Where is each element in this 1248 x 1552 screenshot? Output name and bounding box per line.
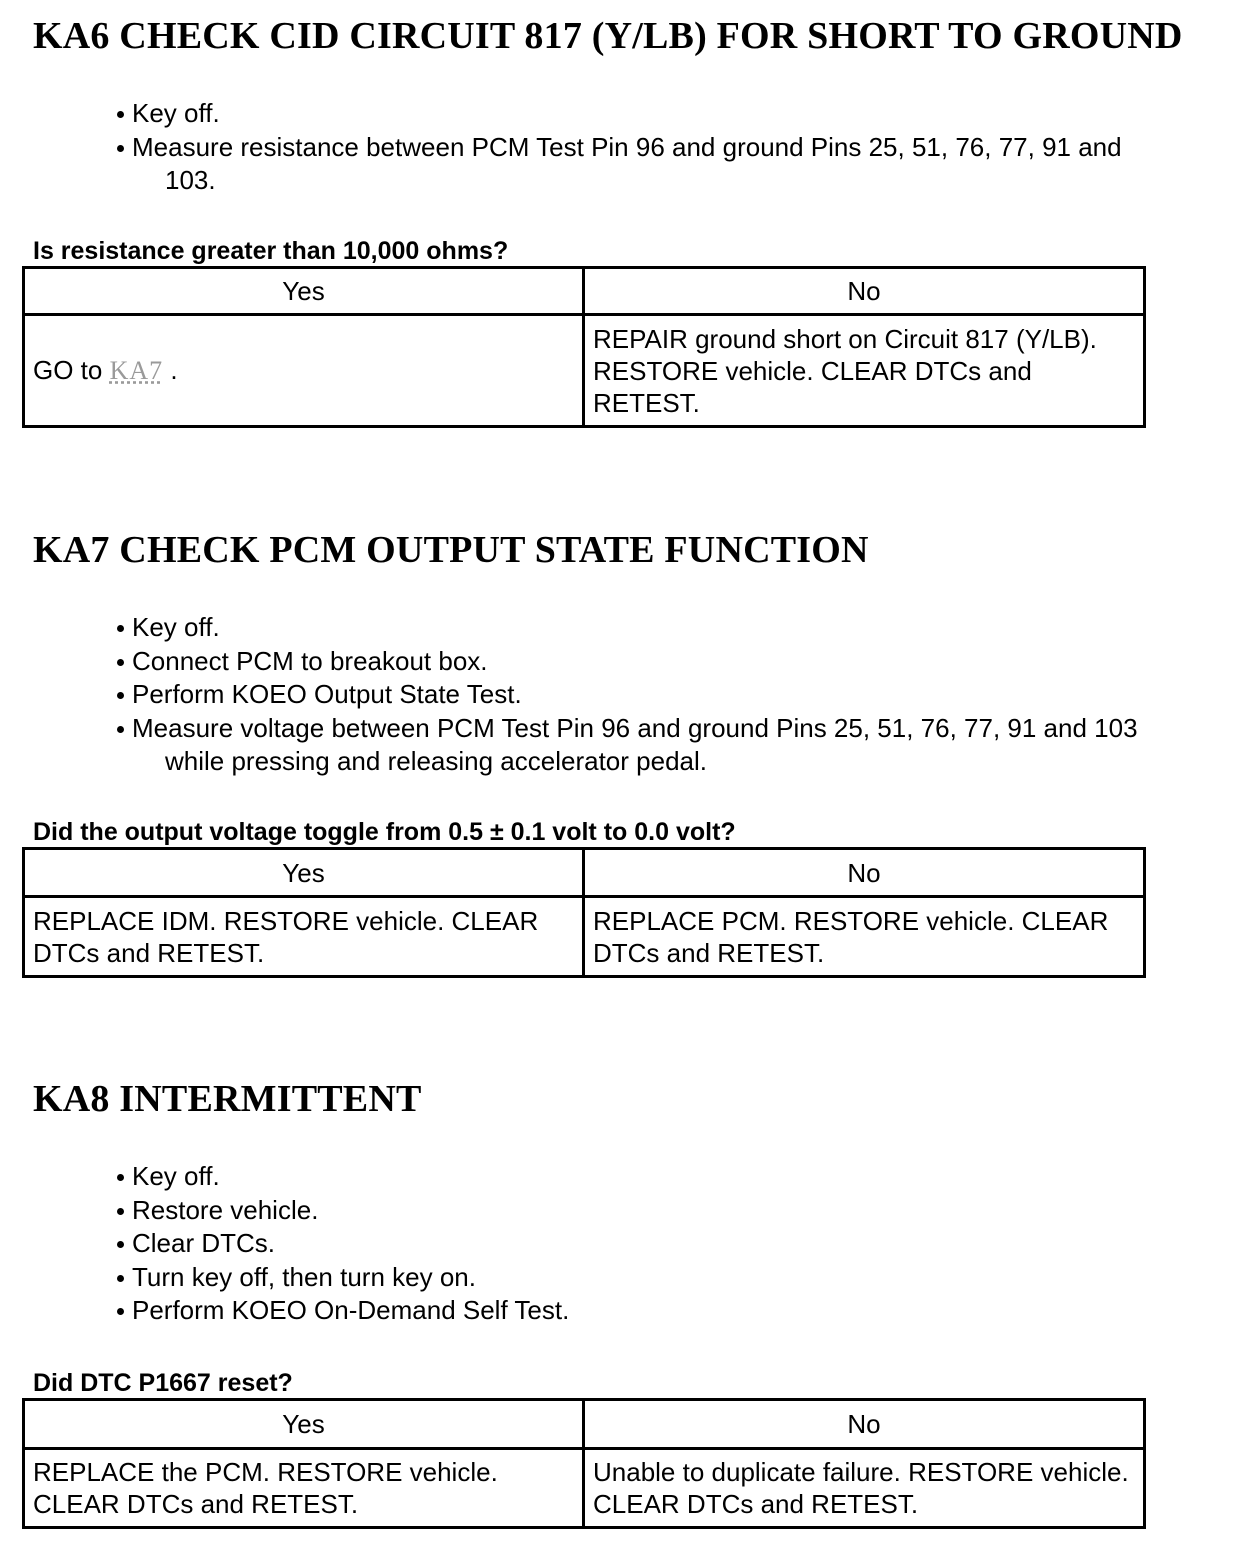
step-item: Key off. xyxy=(116,611,1138,645)
step-continuation: 103. xyxy=(165,165,216,195)
no-header: No xyxy=(584,849,1145,897)
no-answer: REPAIR ground short on Circuit 817 (Y/LB). RESTORE vehicle. CLEAR DTCs and RETEST. xyxy=(584,315,1145,427)
answer-row xyxy=(24,897,1145,977)
step-list-ka7 xyxy=(116,611,1138,779)
yes-answer: GO to KA7 . xyxy=(24,315,584,427)
section-heading-ka6: KA6 CHECK CID CIRCUIT 817 (Y/LB) FOR SHORT TO GROUND xyxy=(33,15,1183,57)
yes-header: Yes xyxy=(24,268,584,315)
yes-answer: REPLACE IDM. RESTORE vehicle. CLEAR DTCs and RETEST. xyxy=(24,897,584,977)
question-ka8: Did DTC P1667 reset? xyxy=(33,1369,293,1397)
step-item: Measure voltage between PCM Test Pin 96 and ground Pins 25, 51, 76, 77, 91 and 103 while pressing and releasing accelerator pedal. xyxy=(116,712,1138,779)
step-list-ka6 xyxy=(116,97,1122,198)
no-answer: REPLACE PCM. RESTORE vehicle. CLEAR DTCs and RETEST. xyxy=(584,897,1145,977)
answer-table-ka6 xyxy=(22,266,1146,428)
no-header: No xyxy=(584,1400,1145,1449)
section-heading-ka8: KA8 INTERMITTENT xyxy=(33,1078,422,1120)
answer-row xyxy=(24,1449,1145,1528)
question-ka7: Did the output voltage toggle from 0.5 ± 0.1 volt to 0.0 volt? xyxy=(33,818,736,846)
step-item: Connect PCM to breakout box. xyxy=(116,645,1138,679)
answer-row xyxy=(24,315,1145,427)
answer-header-row xyxy=(24,849,1145,897)
yes-header: Yes xyxy=(24,849,584,897)
step-item: Turn key off, then turn key on. xyxy=(116,1261,569,1295)
answer-header-row xyxy=(24,268,1145,315)
question-ka6: Is resistance greater than 10,000 ohms? xyxy=(33,237,509,265)
ka7-link[interactable]: KA7 xyxy=(109,356,164,385)
answer-table-ka7 xyxy=(22,847,1146,978)
yes-answer: REPLACE the PCM. RESTORE vehicle. CLEAR DTCs and RETEST. xyxy=(24,1449,584,1528)
step-item: Key off. xyxy=(116,1160,569,1194)
step-item: Perform KOEO On-Demand Self Test. xyxy=(116,1294,569,1328)
step-item: Measure resistance between PCM Test Pin 96 and ground Pins 25, 51, 76, 77, 91 and 103. xyxy=(116,131,1122,198)
answer-table-ka8 xyxy=(22,1398,1146,1529)
yes-header: Yes xyxy=(24,1400,584,1449)
step-continuation: while pressing and releasing accelerator pedal. xyxy=(165,746,707,776)
step-list-ka8 xyxy=(116,1160,569,1328)
no-answer: Unable to duplicate failure. RESTORE vehicle. CLEAR DTCs and RETEST. xyxy=(584,1449,1145,1528)
no-header: No xyxy=(584,268,1145,315)
step-item: Perform KOEO Output State Test. xyxy=(116,678,1138,712)
step-item: Clear DTCs. xyxy=(116,1227,569,1261)
step-item: Restore vehicle. xyxy=(116,1194,569,1228)
section-heading-ka7: KA7 CHECK PCM OUTPUT STATE FUNCTION xyxy=(33,529,869,571)
answer-header-row xyxy=(24,1400,1145,1449)
step-item: Key off. xyxy=(116,97,1122,131)
